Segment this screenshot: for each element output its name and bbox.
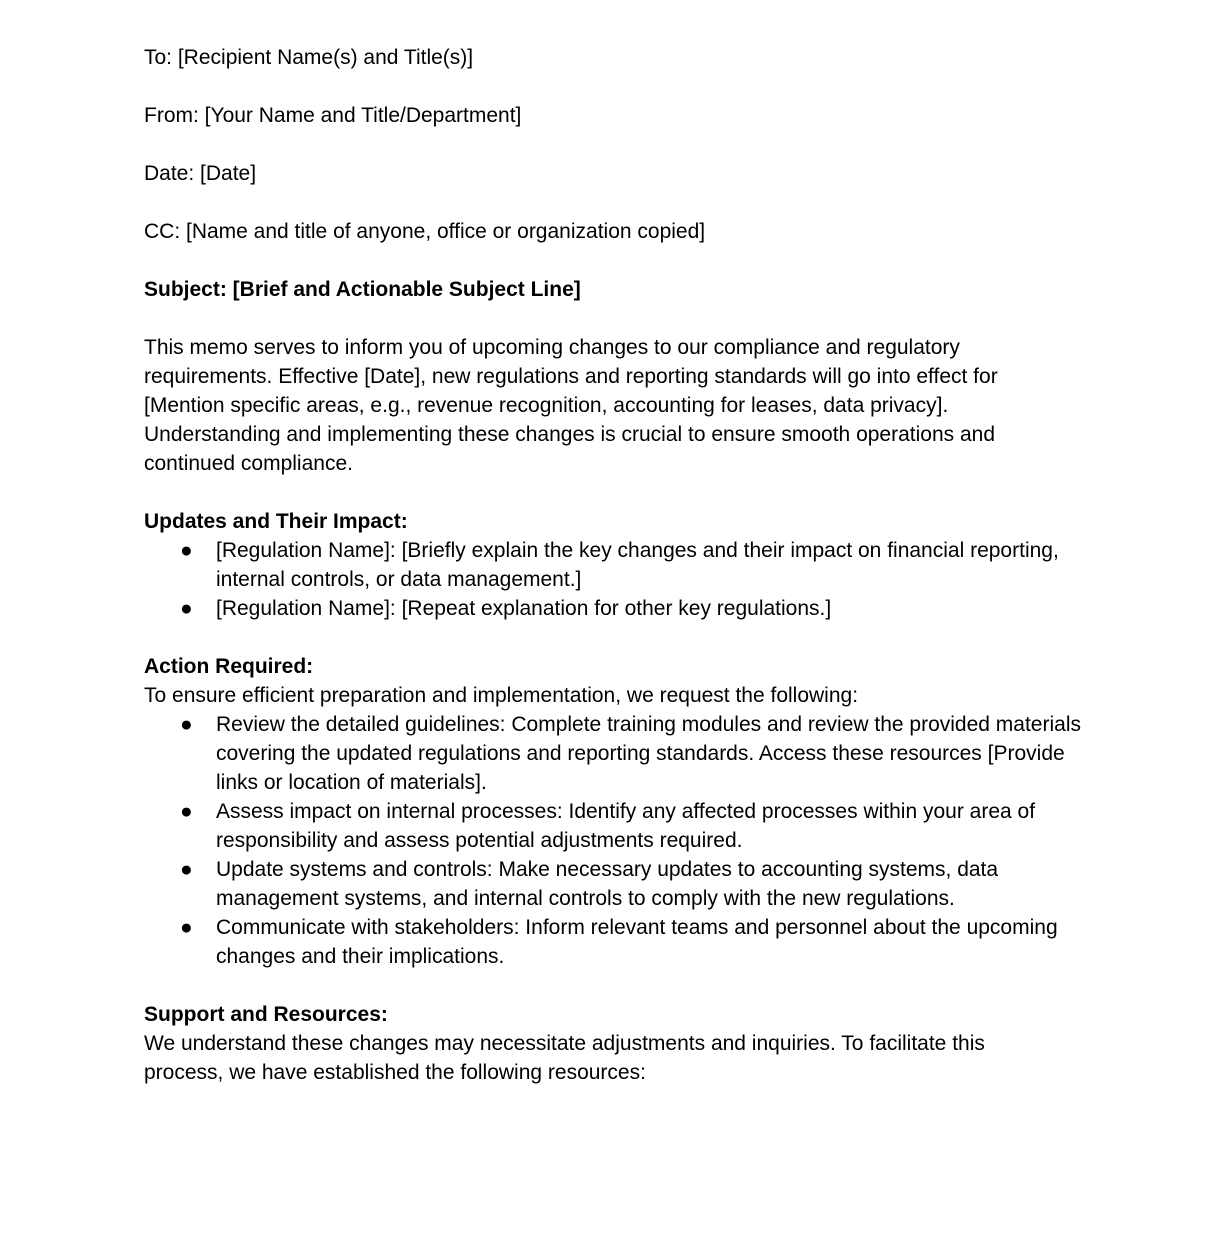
list-item-text: Review the detailed guidelines: Complete training modules and review the provided materials covering the updated regulations and reporting standards. Access these resources [Provide links or location of materials]. [216, 713, 1081, 794]
list-item [144, 710, 1084, 797]
spacer [144, 623, 1084, 652]
spacer [144, 130, 1084, 159]
action-list [144, 710, 1084, 971]
list-item [144, 536, 1084, 594]
bullet-icon: ● [180, 539, 193, 562]
support-heading: Support and Resources: [144, 1003, 388, 1026]
list-item-text: [Regulation Name]: [Repeat explanation for other key regulations.] [216, 597, 832, 620]
list-item-text: Communicate with stakeholders: Inform relevant teams and personnel about the upcoming changes and their implications. [216, 916, 1058, 968]
spacer [144, 478, 1084, 507]
spacer [144, 188, 1084, 217]
action-heading: Action Required: [144, 655, 314, 678]
memo-document [144, 43, 1084, 1087]
list-item-text: Update systems and controls: Make necessary updates to accounting systems, data management systems, and internal controls to comply with the new regulations. [216, 858, 999, 910]
list-item [144, 855, 1084, 913]
support-paragraph: We understand these changes may necessitate adjustments and inquiries. To facilitate this process, we have established the following resources: [144, 1032, 985, 1084]
bullet-icon: ● [180, 800, 193, 823]
list-item-text: Assess impact on internal processes: Identify any affected processes within your area of responsibility and assess potential adjustments required. [216, 800, 1036, 852]
list-item [144, 594, 1084, 623]
bullet-icon: ● [180, 858, 193, 881]
memo-subject-line: Subject: [Brief and Actionable Subject Line] [144, 278, 581, 301]
action-lead-text: To ensure efficient preparation and implementation, we request the following: [144, 684, 859, 707]
list-item [144, 797, 1084, 855]
list-item-text: [Regulation Name]: [Briefly explain the key changes and their impact on financial reporting, internal controls, or data management.] [216, 539, 1059, 591]
spacer [144, 304, 1084, 333]
bullet-icon: ● [180, 597, 193, 620]
list-item [144, 913, 1084, 971]
bullet-icon: ● [180, 713, 193, 736]
memo-date-line: Date: [Date] [144, 162, 257, 185]
memo-intro-paragraph: This memo serves to inform you of upcoming changes to our compliance and regulatory requirements. Effective [Date], new regulations and reporting standards will go into effect for [Mention specific areas, e.g., revenue recognition, accounting for leases, data privacy]. Understanding and implementing these changes is crucial to ensure smooth operations and continued compliance. [144, 336, 998, 475]
updates-heading: Updates and Their Impact: [144, 510, 408, 533]
memo-from-line: From: [Your Name and Title/Department] [144, 104, 522, 127]
bullet-icon: ● [180, 916, 193, 939]
updates-list [144, 536, 1084, 623]
spacer [144, 72, 1084, 101]
memo-to-line: To: [Recipient Name(s) and Title(s)] [144, 46, 474, 69]
spacer [144, 971, 1084, 1000]
spacer [144, 246, 1084, 275]
memo-cc-line: CC: [Name and title of anyone, office or organization copied] [144, 220, 706, 243]
